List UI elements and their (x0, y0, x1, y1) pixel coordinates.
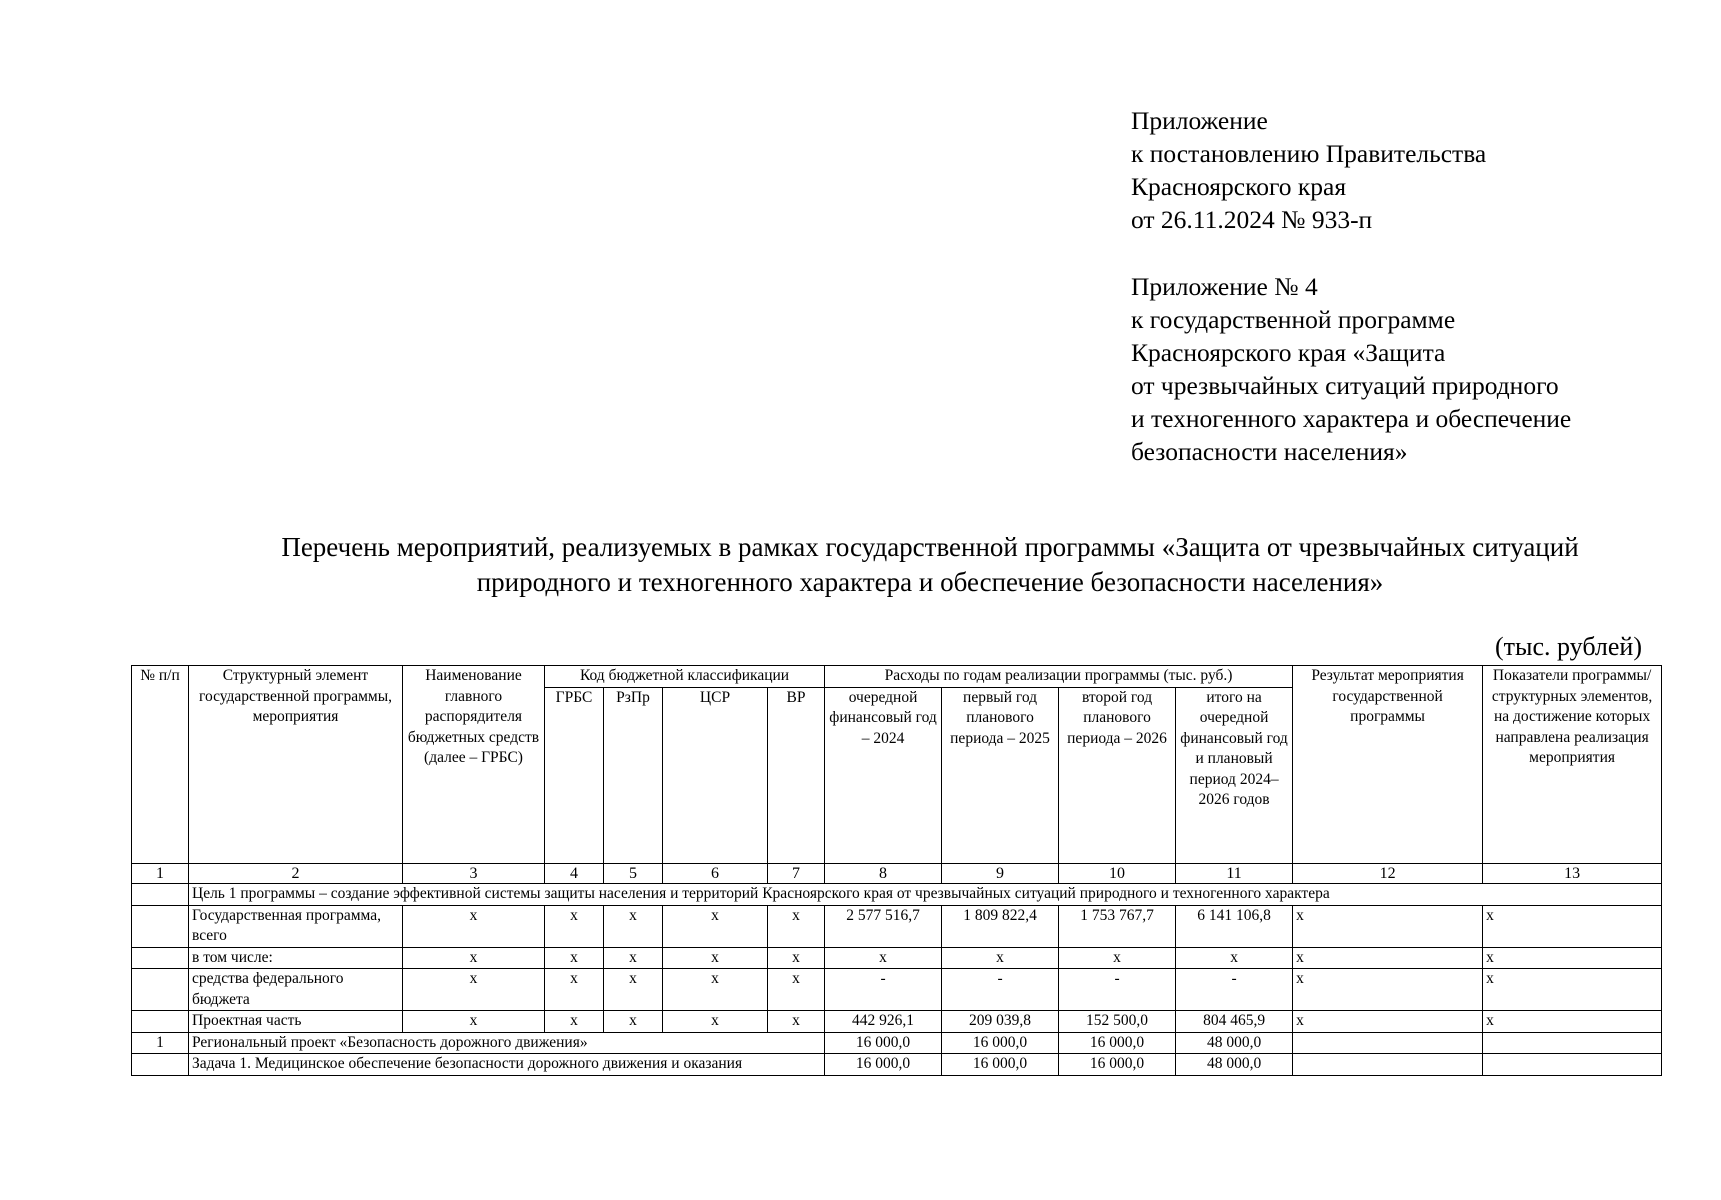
column-numbers-row (132, 863, 1662, 883)
row-2024: 16 000,0 (825, 1054, 942, 1076)
header-indicators: Показатели программы/ структурных элементов, на достижение которых направлена реализация мероприятия (1483, 666, 1662, 864)
header-line: Приложение № 4 (1131, 272, 1318, 301)
row-rzpr: х (604, 905, 663, 947)
row-no (132, 1054, 189, 1076)
header-rzpr: РзПр (604, 687, 663, 863)
row-2026: 152 500,0 (1059, 1011, 1176, 1033)
document-title (200, 530, 1660, 600)
table-row (132, 969, 1662, 1011)
column-number: 13 (1483, 863, 1662, 883)
row-2026: х (1059, 947, 1176, 969)
row-grbs-name: х (403, 969, 545, 1011)
goal-row (132, 883, 1662, 905)
row-vr: х (768, 969, 825, 1011)
row-indicators: х (1483, 1011, 1662, 1033)
header-vr: ВР (768, 687, 825, 863)
table-row (132, 1032, 1662, 1054)
row-total: х (1176, 947, 1293, 969)
row-grbs-name: х (403, 905, 545, 947)
title-line-1: Перечень мероприятий, реализуемых в рамках государственной программы «Защита от чрезвычайных ситуаций (281, 532, 1579, 562)
row-result: х (1293, 969, 1483, 1011)
column-number: 6 (663, 863, 768, 883)
header-bk: Код бюджетной классификации (545, 666, 825, 688)
row-2026: 16 000,0 (1059, 1054, 1176, 1076)
row-rzpr: х (604, 969, 663, 1011)
header-line: и техногенного характера и обеспечение (1131, 404, 1572, 433)
row-total: 48 000,0 (1176, 1032, 1293, 1054)
row-grbs: х (545, 905, 604, 947)
row-grbs: х (545, 1011, 604, 1033)
column-number: 2 (189, 863, 403, 883)
column-number: 7 (768, 863, 825, 883)
row-indicators: х (1483, 947, 1662, 969)
units-label: (тыс. рублей) (1494, 632, 1642, 661)
row-2024: 2 577 516,7 (825, 905, 942, 947)
table-row (132, 947, 1662, 969)
row-grbs-name: х (403, 1011, 545, 1033)
row-2026: 16 000,0 (1059, 1032, 1176, 1054)
row-csr: х (663, 969, 768, 1011)
row-name: Региональный проект «Безопасность дорожного движения» (189, 1032, 825, 1054)
column-number: 5 (604, 863, 663, 883)
row-total: 48 000,0 (1176, 1054, 1293, 1076)
header-line: от чрезвычайных ситуаций природного (1131, 371, 1559, 400)
measures-table (131, 665, 1662, 1076)
table-row (132, 1011, 1662, 1033)
table-header-row (132, 666, 1662, 688)
header-line: безопасности населения» (1131, 437, 1408, 466)
row-rzpr: х (604, 947, 663, 969)
header-expenses: Расходы по годам реализации программы (тыс. руб.) (825, 666, 1293, 688)
row-result (1293, 1032, 1483, 1054)
row-csr: х (663, 905, 768, 947)
row-2024: 442 926,1 (825, 1011, 942, 1033)
goal-text: Цель 1 программы – создание эффективной системы защиты населения и территорий Красноярского края от чрезвычайных ситуаций природного и техногенного характера (189, 883, 1662, 905)
row-name: Государственная программа, всего (189, 905, 403, 947)
column-number: 3 (403, 863, 545, 883)
header-result: Результат мероприятия государственной программы (1293, 666, 1483, 864)
title-line-2: природного и техногенного характера и обеспечение безопасности населения» (476, 567, 1384, 597)
row-csr: х (663, 1011, 768, 1033)
row-grbs-name: х (403, 947, 545, 969)
row-result: х (1293, 947, 1483, 969)
row-no (132, 905, 189, 947)
row-2024: - (825, 969, 942, 1011)
row-name: Задача 1. Медицинское обеспечение безопасности дорожного движения и оказания (189, 1054, 825, 1076)
row-csr: х (663, 947, 768, 969)
row-2025: 209 039,8 (942, 1011, 1059, 1033)
row-vr: х (768, 947, 825, 969)
header-line: к государственной программе (1131, 305, 1456, 334)
row-no (132, 947, 189, 969)
header-no: № п/п (132, 666, 189, 864)
row-2024: 16 000,0 (825, 1032, 942, 1054)
row-indicators: х (1483, 905, 1662, 947)
row-result: х (1293, 1011, 1483, 1033)
row-2025: - (942, 969, 1059, 1011)
header-grbs: ГРБС (545, 687, 604, 863)
row-grbs: х (545, 947, 604, 969)
column-number: 11 (1176, 863, 1293, 883)
column-number: 10 (1059, 863, 1176, 883)
header-line: Красноярского края «Защита (1131, 338, 1446, 367)
row-vr: х (768, 1011, 825, 1033)
row-2026: - (1059, 969, 1176, 1011)
row-name: средства федерального бюджета (189, 969, 403, 1011)
header-element: Структурный элемент государственной программы, мероприятия (189, 666, 403, 864)
row-total: 804 465,9 (1176, 1011, 1293, 1033)
header-2025: первый год планового периода – 2025 (942, 687, 1059, 863)
header-line: к постановлению Правительства (1131, 139, 1487, 168)
header-line: Красноярского края (1131, 172, 1347, 201)
column-number: 9 (942, 863, 1059, 883)
row-name: Проектная часть (189, 1011, 403, 1033)
row-grbs: х (545, 969, 604, 1011)
table-row (132, 1054, 1662, 1076)
row-no (132, 969, 189, 1011)
row-2024: х (825, 947, 942, 969)
row-no (132, 1011, 189, 1033)
header-line: от 26.11.2024 № 933-п (1131, 205, 1373, 234)
row-no: 1 (132, 1032, 189, 1054)
header-2026: второй год планового периода – 2026 (1059, 687, 1176, 863)
row-vr: х (768, 905, 825, 947)
row-indicators: х (1483, 969, 1662, 1011)
row-2025: 16 000,0 (942, 1054, 1059, 1076)
header-grbs-name: Наименование главного распорядителя бюджетных средств (далее – ГРБС) (403, 666, 545, 864)
row-2025: 16 000,0 (942, 1032, 1059, 1054)
row-2025: 1 809 822,4 (942, 905, 1059, 947)
row-indicators (1483, 1032, 1662, 1054)
column-number: 12 (1293, 863, 1483, 883)
column-number: 4 (545, 863, 604, 883)
row-result: х (1293, 905, 1483, 947)
header-2024: очередной финансовый год – 2024 (825, 687, 942, 863)
row-total: 6 141 106,8 (1176, 905, 1293, 947)
row-rzpr: х (604, 1011, 663, 1033)
row-2025: х (942, 947, 1059, 969)
row-indicators (1483, 1054, 1662, 1076)
row-result (1293, 1054, 1483, 1076)
table-row (132, 905, 1662, 947)
header-total: итого на очередной финансовый год и плановый период 2024–2026 годов (1176, 687, 1293, 863)
column-number: 1 (132, 863, 189, 883)
goal-no-cell (132, 883, 189, 905)
row-2026: 1 753 767,7 (1059, 905, 1176, 947)
row-name: в том числе: (189, 947, 403, 969)
column-number: 8 (825, 863, 942, 883)
header-csr: ЦСР (663, 687, 768, 863)
header-line: Приложение (1131, 106, 1268, 135)
row-total: - (1176, 969, 1293, 1011)
appendix-header (1131, 104, 1691, 468)
